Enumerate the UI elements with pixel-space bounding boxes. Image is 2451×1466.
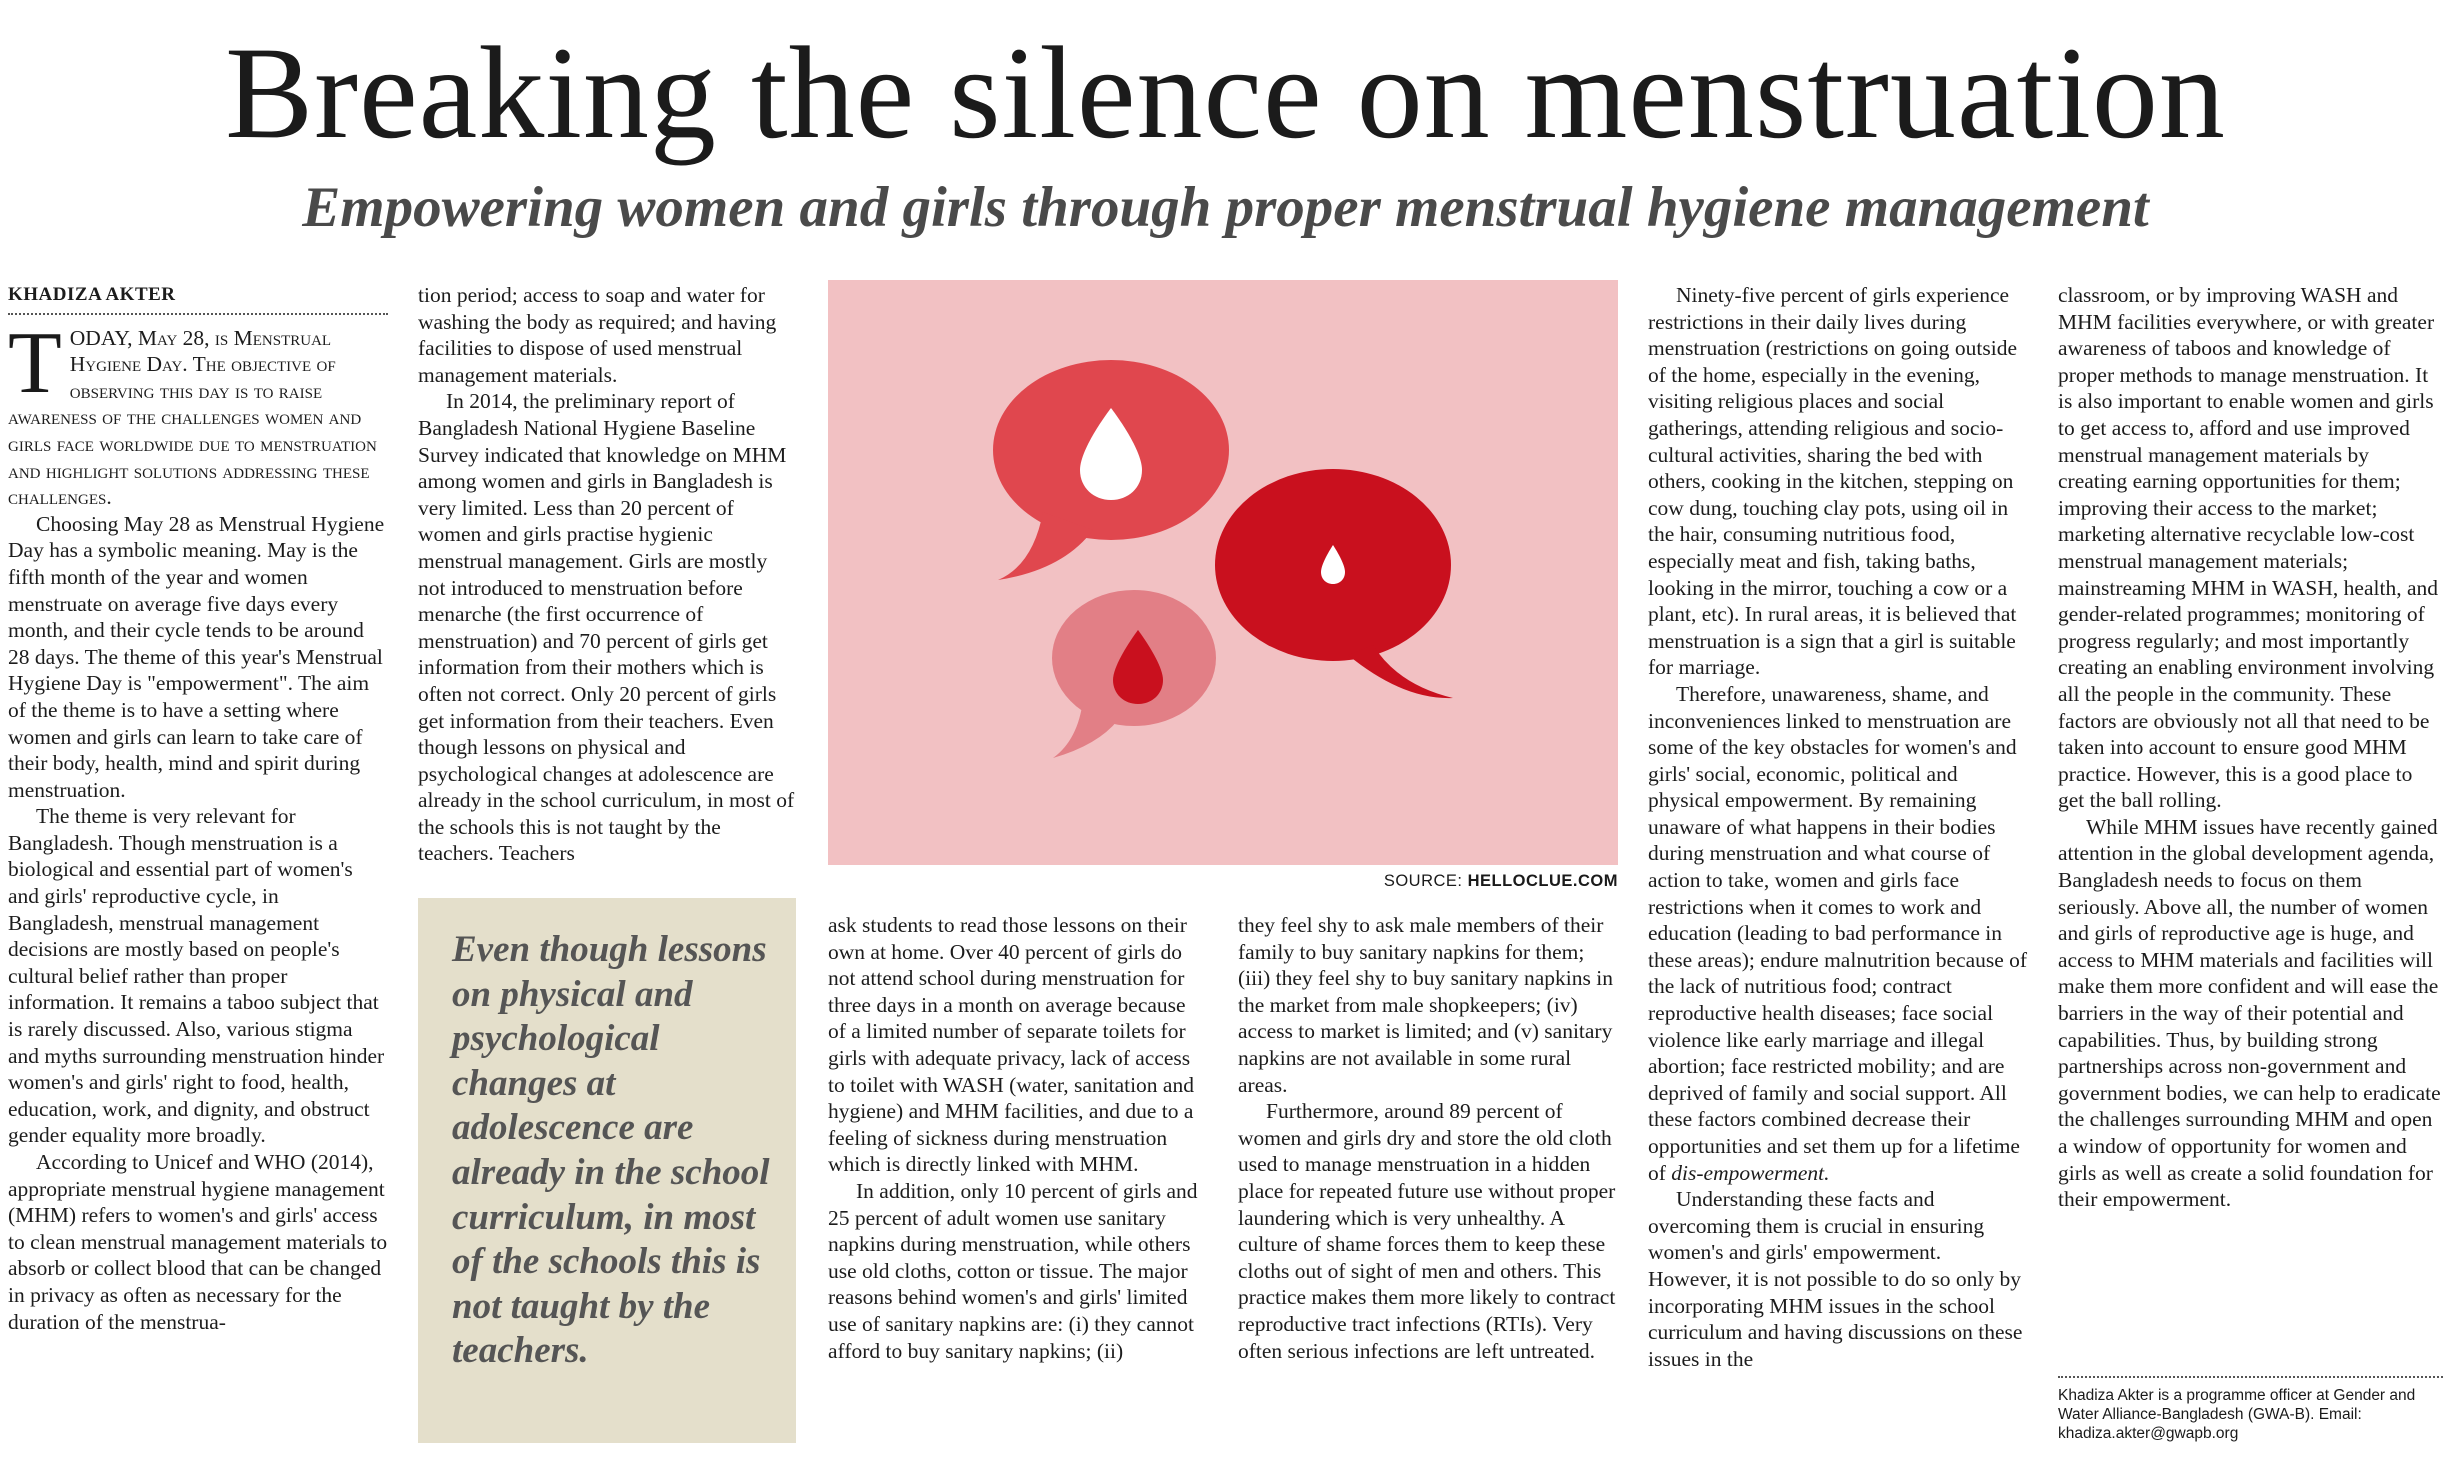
paragraph: Choosing May 28 as Menstrual Hygiene Day has a symbolic meaning. May is the fifth month of the year and women menstruate on average five days every month, and their cycle tends to be around 28 days. The theme of this year's Menstrual Hygiene Day is "empowerment". The aim of the theme is to have a setting where women and girls can learn to take care of their body, health, mind and spirit during menstruation.: [8, 511, 385, 802]
image-source-credit: [828, 872, 1618, 896]
paragraph: Furthermore, around 89 percent of women and girls dry and store the old cloth used to manage menstruation in a hidden place for repeated future use without proper laundering which is very unhealthy. A culture of shame forces them to keep these cloths out of sight of men and others. This practice makes them more likely to contract reproductive tract infections (RTIs). Very often serious infections are left untreated.: [1238, 1099, 1616, 1363]
paragraph: ask students to read those lessons on their own at home. Over 40 percent of girls do not attend school during menstruation for three days in a month on average because of a limited number of separate toilets for girls with adequate privacy, lack of access to toilet with WASH (water, sanitation and hygiene) and MHM facilities, and due to a feeling of sickness during menstruation which is directly linked with MHM.: [828, 913, 1194, 1177]
article-column-1: [8, 282, 388, 1335]
subheadline: Empowering women and girls through proper menstrual hygiene management: [302, 176, 2149, 239]
paragraph: [1648, 681, 2028, 1186]
drop-cap: T: [8, 314, 62, 412]
source-name: HELLOCLUE.COM: [1467, 872, 1618, 890]
speech-bubbles-illustration: [828, 280, 1618, 865]
paragraph: While MHM issues have recently gained attention in the global development agenda, Bangladesh needs to focus on them seriously. Above all, the number of women and girls of reproductive age is huge, and access to MHM materials and facilities will make them more confident and will ease the barriers in the way of their potential and capabilities. Thus, by building strong partnerships across non-government and government bodies, we can help to eradicate the challenges surrounding MHM and open a window of opportunity for women and girls as well as create a solid foundation for their empowerment.: [2058, 814, 2441, 1212]
byline: KHADIZA AKTER: [8, 282, 388, 315]
lead-text: ODAY, May 28, is Menstrual Hygiene Day. The objective of observing this day is to raise awareness of the challenges women and girls face worldwide due to menstruation and highlight solutions addressing these challenges.: [8, 325, 377, 510]
paragraph: In addition, only 10 percent of girls and 25 percent of adult women use sanitary napkins during menstruation, while others use old cloths, cotton or tissue. The major reasons behind women's and girls' limited use of sanitary napkins are: (i) they cannot afford to buy sanitary napkins; (ii): [828, 1178, 1198, 1363]
paragraph: Ninety-five percent of girls experience restrictions in their daily lives during menstruation (restrictions on going outside of the home, especially in the evening, visiting religious places and social gatherings, attending religious and socio-cultural activities, sharing the bed with others, cooking in the kitchen, stepping on cow dung, touching clay pots, using oil in the hair, consuming nutritious food, especially meat and fish, taking baths, looking in the mirror, touching a cow or a plant, etc). In rural areas, it is believed that menstruation is a sign that a girl is suitable for marriage.: [1648, 283, 2018, 680]
lead-paragraph: [8, 314, 388, 511]
source-label: SOURCE:: [1383, 872, 1468, 890]
paragraph: In 2014, the preliminary report of Bangladesh National Hygiene Baseline Survey indicated that knowledge on MHM among women and girls in Bangladesh is very limited. Less than 20 percent of women and girls practise hygienic menstrual management. Girls are mostly not introduced to menstruation before menarche (the first occurrence of menstruation) and 70 percent of girls get information from their mothers which is often not correct. Only 20 percent of girls get information from their teachers. Even though lessons on physical and psychological changes at adolescence are already in the school curriculum, in most of the schools this is not taught by the teachers. Teachers: [418, 389, 795, 866]
paragraph: classroom, or by improving WASH and MHM facilities everywhere, or with greater awareness of taboos and knowledge of proper methods to manage menstruation. It is also important to enable women and girls to get access to, afford and use improved menstrual management materials by creating earning opportunities for them; improving their access to the market; marketing alternative recyclable low-cost menstrual management materials; mainstreaming MHM in WASH, health, and gender-related programmes; monitoring of progress regularly; and most importantly creating an enabling environment involving all the people in the community. These factors are obviously not all that need to be taken into account to ensure good MHM practice. However, this is a good place to get the ball rolling.: [2058, 283, 2438, 813]
paragraph: tion period; access to soap and water for washing the body as required; and having facilities to dispose of used menstrual management materials.: [418, 283, 777, 387]
author-bio: Khadiza Akter is a programme officer at Gender and Water Alliance-Bangladesh (GWA-B). Email: khadiza.akter@gwapb.org: [2058, 1376, 2443, 1443]
headline: Breaking the silence on menstruation: [225, 19, 2226, 166]
paragraph: According to Unicef and WHO (2014), appropriate menstrual hygiene management (MHM) refers to women's and girls' access to clean menstrual management materials to absorb or collect blood that can be changed in privacy as often as necessary for the duration of the menstrua-: [8, 1150, 388, 1334]
illustration: [828, 280, 1618, 865]
pull-quote: Even though lessons on physical and psychological changes at adolescence are already in the school curriculum, in most of the schools this is not taught by the teachers.: [418, 898, 796, 1443]
paragraph-text: Therefore, unawareness, shame, and inconveniences linked to menstruation are some of the key obstacles for women's and girls' social, economic, political and physical empowerment. By remaining unaware of what happens in their bodies during menstruation and what course of action to take, women and girls face restrictions when it comes to work and education (leading to bad performance in these areas); endure malnutrition because of the lack of nutritious food; contract reproductive health diseases; face social violence like early marriage and illegal abortion; face restricted mobility; and are deprived of family and social support. All these factors combined decrease their opportunities and set them up for a lifetime of: [1648, 681, 2028, 1185]
article-column-6: [2058, 282, 2443, 1213]
paragraph: Understanding these facts and overcoming them is crucial in ensuring women's and girls' empowerment. However, it is not possible to do so only by incorporating MHM issues in the school curriculum and having discussions on these issues in the: [1648, 1187, 2023, 1371]
emphasis-text: dis-empowerment.: [1671, 1160, 1830, 1185]
article-column-2: [418, 282, 798, 867]
paragraph: The theme is very relevant for Bangladesh. Though menstruation is a biological and essential part of women's and girls' reproductive cycle, in Bangladesh, menstrual management decisions are mostly based on people's cultural belief rather than proper information. It remains a taboo subject that is rarely discussed. Also, various stigma and myths surrounding menstruation hinder women's and girls' right to food, health, education, work, and dignity, and obstruct gender equality more broadly.: [8, 804, 385, 1148]
paragraph: they feel shy to ask male members of their family to buy sanitary napkins for them; (iii) they feel shy to buy sanitary napkins in the market from male shopkeepers; (iv) access to market is limited; and (v) sanitary napkins are not available in some rural areas.: [1238, 913, 1613, 1097]
article-column-5: [1648, 282, 2028, 1372]
article-column-4: [1238, 912, 1618, 1364]
article-column-3: [828, 912, 1208, 1364]
